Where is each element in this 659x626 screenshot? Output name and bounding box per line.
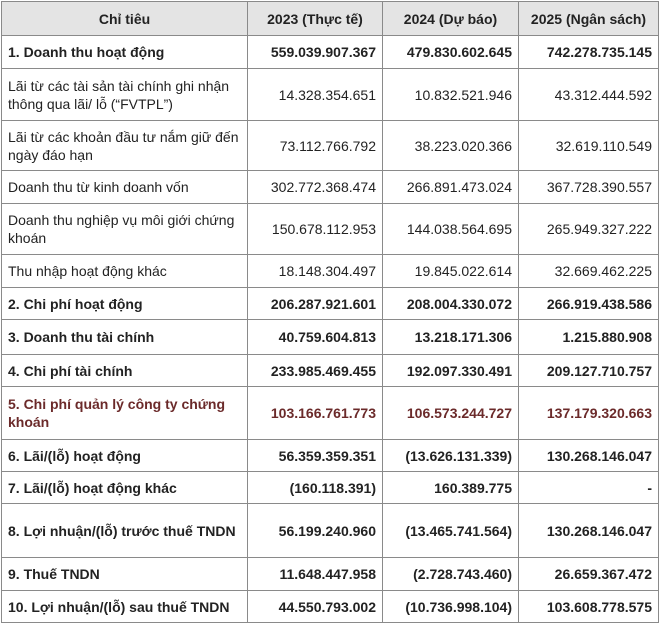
- value-2024: 160.389.775: [383, 472, 519, 504]
- row-label: 7. Lãi/(lỗ) hoạt động khác: [2, 472, 248, 504]
- value-2024: 10.832.521.946: [383, 69, 519, 121]
- table-row: [2, 288, 659, 320]
- value-2024: (10.736.998.104): [383, 591, 519, 623]
- value-2024: 192.097.330.491: [383, 355, 519, 387]
- value-2023: 56.359.359.351: [248, 440, 383, 472]
- value-2025: 367.728.390.557: [519, 171, 659, 204]
- value-2024: 144.038.564.695: [383, 204, 519, 255]
- value-2023: 559.039.907.367: [248, 36, 383, 69]
- table-row: [2, 121, 659, 171]
- row-label: 3. Doanh thu tài chính: [2, 320, 248, 355]
- value-2023: 150.678.112.953: [248, 204, 383, 255]
- value-2025: 43.312.444.592: [519, 69, 659, 121]
- table-row: [2, 255, 659, 288]
- table-row: [2, 591, 659, 623]
- value-2023: 206.287.921.601: [248, 288, 383, 320]
- value-2024: 13.218.171.306: [383, 320, 519, 355]
- row-label: 1. Doanh thu hoạt động: [2, 36, 248, 69]
- row-label: 2. Chi phí hoạt động: [2, 288, 248, 320]
- value-2025: 32.669.462.225: [519, 255, 659, 288]
- value-2025: 130.268.146.047: [519, 440, 659, 472]
- value-2024: (13.465.741.564): [383, 504, 519, 558]
- value-2023: 11.648.447.958: [248, 558, 383, 591]
- value-2025: -: [519, 472, 659, 504]
- value-2023: 302.772.368.474: [248, 171, 383, 204]
- row-label: Thu nhập hoạt động khác: [2, 255, 248, 288]
- table-row: [2, 440, 659, 472]
- value-2023: 233.985.469.455: [248, 355, 383, 387]
- value-2023: 40.759.604.813: [248, 320, 383, 355]
- row-label: Doanh thu nghiệp vụ môi giới chứng khoán: [2, 204, 248, 255]
- value-2025: 742.278.735.145: [519, 36, 659, 69]
- table-row: [2, 387, 659, 440]
- value-2025: 32.619.110.549: [519, 121, 659, 171]
- table-row: [2, 204, 659, 255]
- header-row: [2, 2, 659, 36]
- value-2024: 208.004.330.072: [383, 288, 519, 320]
- table-body: [2, 36, 659, 623]
- row-label: 10. Lợi nhuận/(lỗ) sau thuế TNDN: [2, 591, 248, 623]
- value-2023: 18.148.304.497: [248, 255, 383, 288]
- value-2025: 103.608.778.575: [519, 591, 659, 623]
- table-row: [2, 558, 659, 591]
- value-2025: 265.949.327.222: [519, 204, 659, 255]
- value-2024: 106.573.244.727: [383, 387, 519, 440]
- row-label: Doanh thu từ kinh doanh vốn: [2, 171, 248, 204]
- value-2023: 56.199.240.960: [248, 504, 383, 558]
- value-2025: 266.919.438.586: [519, 288, 659, 320]
- value-2025: 137.179.320.663: [519, 387, 659, 440]
- value-2024: (2.728.743.460): [383, 558, 519, 591]
- row-label: Lãi từ các khoản đầu tư nắm giữ đến ngày đáo hạn: [2, 121, 248, 171]
- value-2023: 103.166.761.773: [248, 387, 383, 440]
- table-row: [2, 171, 659, 204]
- header-indicator: Chỉ tiêu: [2, 2, 248, 36]
- value-2023: 14.328.354.651: [248, 69, 383, 121]
- value-2023: 44.550.793.002: [248, 591, 383, 623]
- value-2023: 73.112.766.792: [248, 121, 383, 171]
- row-label: 6. Lãi/(lỗ) hoạt động: [2, 440, 248, 472]
- header-2023: 2023 (Thực tế): [248, 2, 383, 36]
- table-row: [2, 320, 659, 355]
- row-label: 5. Chi phí quản lý công ty chứng khoán: [2, 387, 248, 440]
- row-label: Lãi từ các tài sản tài chính ghi nhận thông qua lãi/ lỗ (“FVTPL”): [2, 69, 248, 121]
- row-label: 4. Chi phí tài chính: [2, 355, 248, 387]
- value-2024: (13.626.131.339): [383, 440, 519, 472]
- value-2024: 266.891.473.024: [383, 171, 519, 204]
- table-row: [2, 36, 659, 69]
- value-2024: 479.830.602.645: [383, 36, 519, 69]
- row-label: 8. Lợi nhuận/(lỗ) trước thuế TNDN: [2, 504, 248, 558]
- value-2023: (160.118.391): [248, 472, 383, 504]
- table-row: [2, 355, 659, 387]
- value-2025: 209.127.710.757: [519, 355, 659, 387]
- table-row: [2, 472, 659, 504]
- row-label: 9. Thuế TNDN: [2, 558, 248, 591]
- value-2025: 1.215.880.908: [519, 320, 659, 355]
- value-2024: 19.845.022.614: [383, 255, 519, 288]
- header-2024: 2024 (Dự báo): [383, 2, 519, 36]
- table-row: [2, 69, 659, 121]
- table-row: [2, 504, 659, 558]
- value-2024: 38.223.020.366: [383, 121, 519, 171]
- value-2025: 130.268.146.047: [519, 504, 659, 558]
- financial-table: [1, 1, 659, 623]
- header-2025: 2025 (Ngân sách): [519, 2, 659, 36]
- value-2025: 26.659.367.472: [519, 558, 659, 591]
